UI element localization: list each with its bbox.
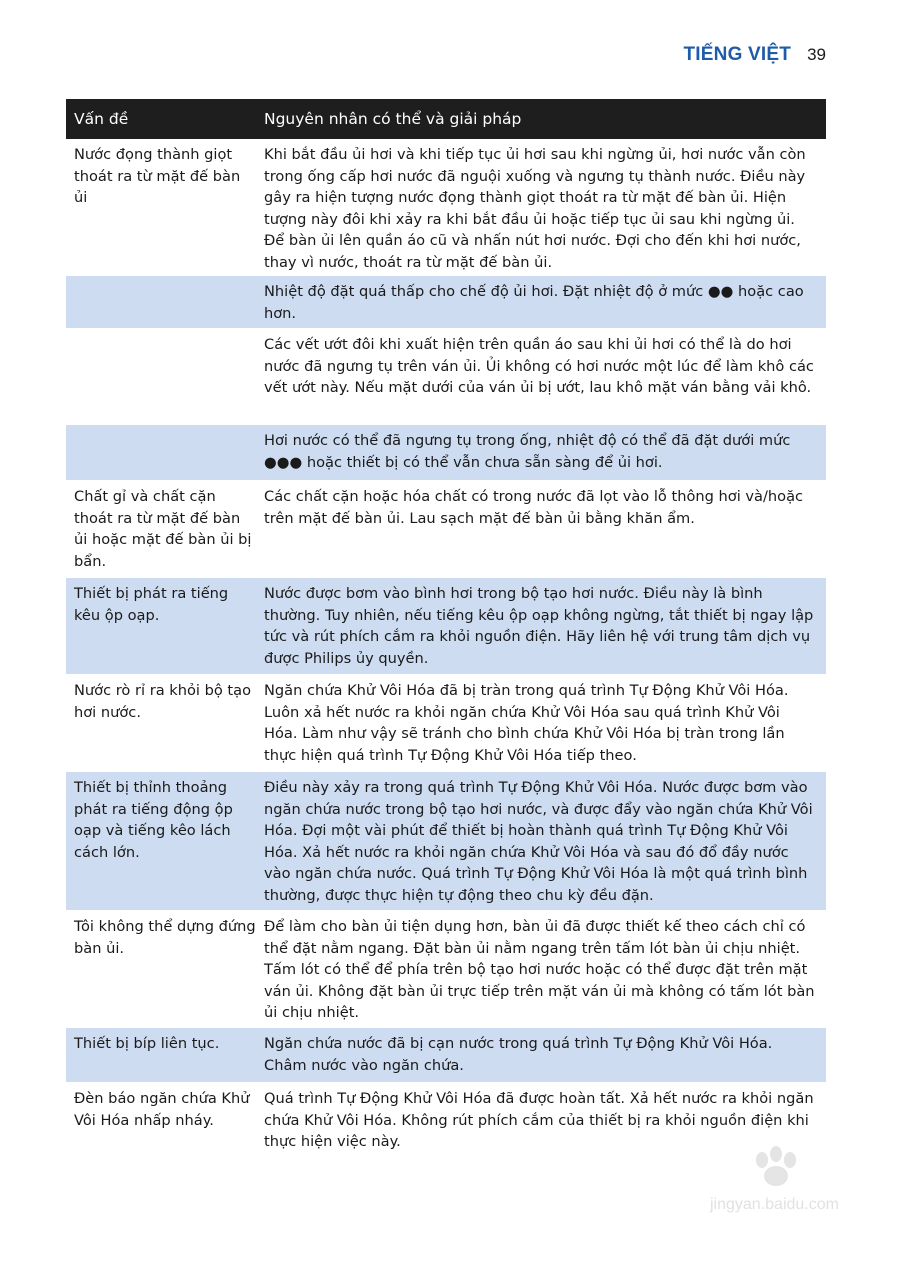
table-row xyxy=(66,481,826,578)
problem-cell: Chất gỉ và chất cặn thoát ra từ mặt đế bàn ủi hoặc mặt đế bàn ủi bị bẩn. xyxy=(74,488,252,570)
solution-cell: Khi bắt đầu ủi hơi và khi tiếp tục ủi hơi sau khi ngừng ủi, hơi nước vẫn còn trong ống cấp hơi nước đã nguội xuống và ngưng tụ thành nước. Điều này gây ra hiện tượng nước đọng thành giọt thoát ra từ mặt đế bàn ủi. Hiện tượng này đôi khi xảy ra khi bắt đầu ủi hoặc tiếp tục ủi sau khi ngừng ủi. Để bàn ủi lên quần áo cũ và nhấn nút hơi nước. Đợi cho đến khi hơi nước, thay vì nước, thoát ra từ mặt đế bàn ủi. xyxy=(264,146,806,271)
solution-cell: Ngăn chứa nước đã bị cạn nước trong quá trình Tự Động Khử Vôi Hóa. Châm nước vào ngăn chứa. xyxy=(264,1035,773,1074)
table-row xyxy=(66,329,826,425)
solution-cell: Nước được bơm vào bình hơi trong bộ tạo hơi nước. Điều này là bình thường. Tuy nhiên, nếu tiếng kêu ộp oạp không ngừng, tắt thiết bị ngay lập tức và rút phích cắm ra khỏi nguồn điện. Hãy liên hệ với trung tâm dịch vụ được Philips ủy quyền. xyxy=(264,585,814,667)
solution-cell: Quá trình Tự Động Khử Vôi Hóa đã được hoàn tất. Xả hết nước ra khỏi ngăn chứa Khử Vôi Hóa. Không rút phích cắm của thiết bị ra khỏi nguồn điện khi thực hiện việc này. xyxy=(264,1090,814,1151)
table-row xyxy=(66,139,826,276)
table-row xyxy=(66,772,826,911)
column-header-solution: Nguyên nhân có thể và giải pháp xyxy=(264,110,522,128)
column-header-problem: Vấn đề xyxy=(74,110,129,128)
problem-cell: Nước rò rỉ ra khỏi bộ tạo hơi nước. xyxy=(74,682,252,721)
problem-cell xyxy=(66,329,256,424)
solution-cell: Để làm cho bàn ủi tiện dụng hơn, bàn ủi đã được thiết kế theo cách chỉ có thể đặt nằm ngang. Đặt bàn ủi nằm ngang trên tấm lót bàn ủi chịu nhiệt. Tấm lót có thể để phía trên bộ tạo hơi nước hoặc có thể được đặt trên mặt ván ủi. Không đặt bàn ủi trực tiếp trên mặt ván ủi mà không có tấm lót bàn ủi chịu nhiệt. xyxy=(264,918,815,1022)
problem-cell: Tôi không thể dựng đứng bàn ủi. xyxy=(74,918,256,957)
problem-cell xyxy=(66,276,256,328)
solution-cell: Hơi nước có thể đã ngưng tụ trong ống, nhiệt độ có thể đã đặt dưới mức ●●● hoặc thiết bị có thể vẫn chưa sẵn sàng để ủi hơi. xyxy=(264,432,791,471)
solution-cell: Các chất cặn hoặc hóa chất có trong nước đã lọt vào lỗ thông hơi và/hoặc trên mặt đế bàn ủi. Lau sạch mặt đế bàn ủi bằng khăn ẩm. xyxy=(264,488,804,527)
problem-cell: Thiết bị bíp liên tục. xyxy=(74,1035,220,1052)
solution-cell: Nhiệt độ đặt quá thấp cho chế độ ủi hơi. Đặt nhiệt độ ở mức ●● hoặc cao hơn. xyxy=(264,283,804,322)
problem-cell: Đèn báo ngăn chứa Khử Vôi Hóa nhấp nháy. xyxy=(74,1090,250,1129)
page-header xyxy=(684,44,827,66)
paw-icon xyxy=(658,1140,858,1230)
problem-cell xyxy=(66,425,256,480)
table-row xyxy=(66,911,826,1028)
table-row xyxy=(66,675,826,772)
solution-cell: Các vết ướt đôi khi xuất hiện trên quần áo sau khi ủi hơi có thể là do hơi nước đã ngưng tụ trên ván ủi. Ủi không có hơi nước một lúc để làm khô các vết ướt này. Nếu mặt dưới của ván ủi bị ướt, lau khô mặt ván bằng vải khô. xyxy=(264,336,814,397)
table-row xyxy=(66,276,826,329)
problem-cell: Thiết bị phát ra tiếng kêu ộp oạp. xyxy=(74,585,229,624)
troubleshooting-table xyxy=(66,99,826,1163)
page-number: 39 xyxy=(807,45,826,64)
table-row xyxy=(66,578,826,675)
watermark-site: jingyan.baidu.com xyxy=(710,1196,839,1213)
problem-cell: Thiết bị thỉnh thoảng phát ra tiếng động ộp oạp và tiếng kêo lách cách lớn. xyxy=(74,779,233,861)
solution-cell: Điều này xảy ra trong quá trình Tự Động Khử Vôi Hóa. Nước được bơm vào ngăn chứa nước trong bộ tạo hơi nước, và được đẩy vào ngăn chứa Khử Vôi Hóa. Đợi một vài phút để thiết bị hoàn thành quá trình Tự Động Khử Vôi Hóa. Xả hết nước ra khỏi ngăn chứa Khử Vôi Hóa và sau đó đổ đầy nước vào ngăn chứa nước. Quá trình Tự Động Khử Vôi Hóa là một quá trình bình thường, được thực hiện tự động theo chu kỳ đều đặn. xyxy=(264,779,813,904)
solution-cell: Ngăn chứa Khử Vôi Hóa đã bị tràn trong quá trình Tự Động Khử Vôi Hóa. Luôn xả hết nước ra khỏi ngăn chứa Khử Vôi Hóa sau quá trình Khử Vôi Hóa. Làm như vậy sẽ tránh cho bình chứa Khử Vôi Hóa bị tràn trong lần thực hiện quá trình Tự Động Khử Vôi Hóa tiếp theo. xyxy=(264,682,789,764)
table-body xyxy=(66,139,826,1163)
language-title: TIẾNG VIỆT xyxy=(683,44,792,65)
table-row xyxy=(66,1028,826,1083)
table-row xyxy=(66,425,826,481)
problem-cell: Nước đọng thành giọt thoát ra từ mặt đế bàn ủi xyxy=(74,146,241,207)
watermark-logo xyxy=(658,1140,858,1230)
table-header xyxy=(66,99,826,139)
